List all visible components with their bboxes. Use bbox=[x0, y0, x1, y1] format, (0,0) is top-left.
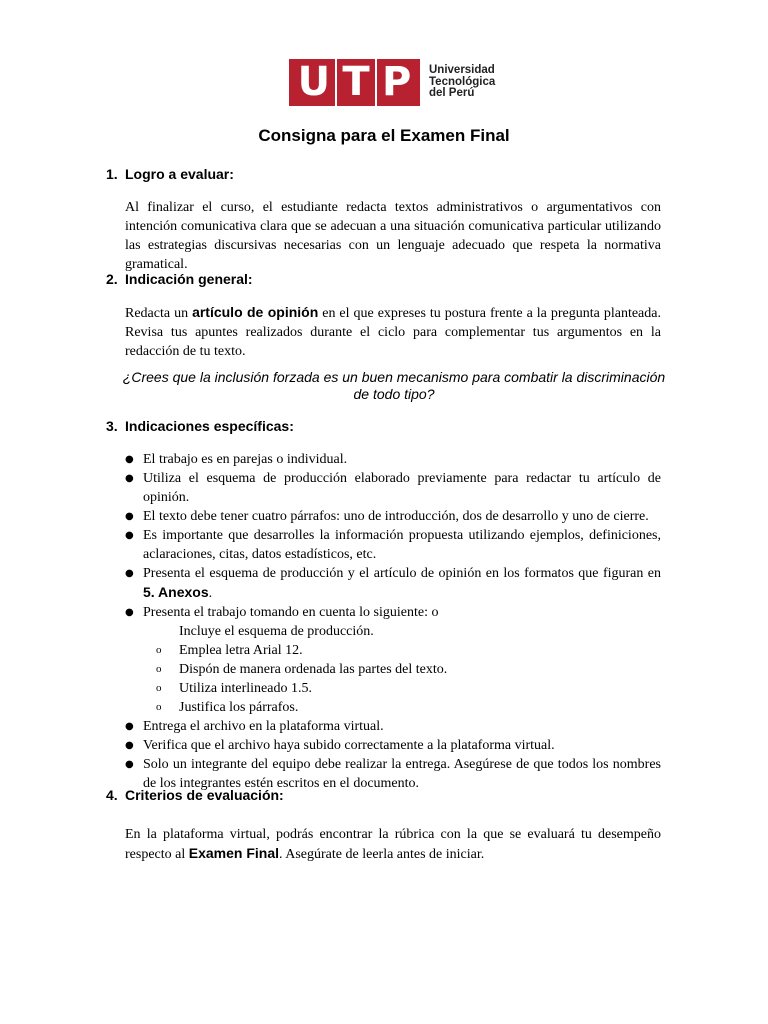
logo-letter-u: U bbox=[297, 59, 331, 105]
logo-letter-t: T bbox=[342, 59, 370, 105]
bullet-icon: ● bbox=[125, 454, 134, 465]
list-item-text: Verifica que el archivo haya subido correctamente a la plataforma virtual. bbox=[143, 738, 555, 753]
section-title: Logro a evaluar: bbox=[125, 166, 234, 182]
list-item-text: Entrega el archivo en la plataforma virtual. bbox=[143, 719, 384, 734]
text-run: en el que expreses tu postura frente a la pregunta planteada. Revisa tus apuntes realizados durante el ciclo para complementar tus argumentos en la redacción de tu texto. bbox=[125, 306, 661, 359]
section-title: Indicaciones específicas: bbox=[125, 418, 294, 434]
section-3-heading bbox=[106, 418, 294, 434]
sub-bullet-icon: o bbox=[156, 644, 162, 656]
section-title: Criterios de evaluación: bbox=[125, 787, 284, 803]
list-item bbox=[125, 603, 661, 622]
list-item-text: Presenta el esquema de producción y el artículo de opinión en los formatos que figuran en bbox=[143, 566, 661, 581]
bullet-icon: ● bbox=[125, 721, 134, 732]
text-bold: 5. Anexos bbox=[143, 584, 209, 600]
list-item-text: . bbox=[208, 586, 213, 601]
logo-name-line: del Perú bbox=[429, 87, 475, 100]
logo-name-line: Tecnológica bbox=[429, 75, 496, 88]
bullet-icon: ● bbox=[125, 740, 134, 751]
list-item-text: El texto debe tener cuatro párrafos: uno de introducción, dos de desarrollo y uno de cierre. bbox=[143, 509, 649, 524]
list-item-text: Justifica los párrafos. bbox=[179, 700, 299, 715]
section-2-heading bbox=[106, 271, 253, 287]
bullet-icon: ● bbox=[125, 473, 134, 484]
list-item-text: Dispón de manera ordenada las partes del texto. bbox=[179, 662, 448, 677]
list-item-text: Es importante que desarrolles la información propuesta utilizando ejemplos, definiciones, aclaraciones, citas, datos estadísticos, etc. bbox=[143, 528, 661, 562]
instructions-list bbox=[125, 450, 661, 793]
section-4-heading bbox=[106, 787, 284, 803]
section-4-text bbox=[125, 825, 661, 864]
text-bold: Examen Final bbox=[188, 845, 280, 861]
list-item bbox=[125, 717, 661, 736]
logo-university-name bbox=[429, 65, 495, 100]
sub-bullet-icon: o bbox=[156, 701, 162, 713]
logo-divider bbox=[375, 59, 377, 106]
section-title: Indicación general: bbox=[125, 271, 253, 287]
text-run: En la plataforma virtual, podrás encontrar la rúbrica con la que se evaluará tu desempeño respecto al bbox=[125, 827, 661, 862]
bullet-icon: ● bbox=[125, 568, 134, 579]
list-item bbox=[125, 526, 661, 564]
section-number: 4. bbox=[106, 787, 118, 803]
list-item-text: Utiliza interlineado 1.5. bbox=[179, 681, 312, 696]
sub-bullet-icon: o bbox=[156, 663, 162, 675]
section-number: 2. bbox=[106, 271, 118, 287]
bullet-icon: ● bbox=[125, 530, 134, 541]
section-1-heading bbox=[106, 166, 234, 182]
list-item-text: Utiliza el esquema de producción elaborado previamente para redactar tu artículo de opinión. bbox=[143, 471, 661, 505]
sub-list-item bbox=[125, 698, 661, 717]
logo-name-line: Universidad bbox=[429, 64, 495, 77]
list-item-text: Emplea letra Arial 12. bbox=[179, 643, 303, 658]
bullet-icon: ● bbox=[125, 607, 134, 618]
bullet-icon: ● bbox=[125, 759, 134, 770]
list-item bbox=[125, 736, 661, 755]
guiding-question: ¿Crees que la inclusión forzada es un buen mecanismo para combatir la discriminación de todo tipo? bbox=[122, 369, 666, 402]
section-2-text bbox=[125, 303, 661, 361]
list-item bbox=[125, 469, 661, 507]
document-title: Consigna para el Examen Final bbox=[258, 126, 510, 145]
list-item-text: Incluye el esquema de producción. bbox=[179, 624, 374, 639]
section-number: 1. bbox=[106, 166, 118, 182]
sub-list-item bbox=[125, 641, 661, 660]
text-run: . Asegúrate de leerla antes de iniciar. bbox=[279, 847, 485, 862]
list-item bbox=[125, 507, 661, 526]
sub-list-item bbox=[125, 660, 661, 679]
section-number: 3. bbox=[106, 418, 118, 434]
text-run: Redacta un bbox=[125, 306, 193, 321]
section-1-text: Al finalizar el curso, el estudiante redacta textos administrativos o argumentativos con intención comunicativa clara que se adecuan a una situación comunicativa particular utilizando las estrategias discursivas necesarias con un lenguaje adecuado que respeta la normativa gramatical. bbox=[125, 200, 661, 272]
sub-list-item bbox=[125, 679, 661, 698]
logo-letter-p: P bbox=[382, 59, 412, 105]
utp-logo bbox=[289, 59, 495, 106]
list-item-text: Solo un integrante del equipo debe realizar la entrega. Asegúrese de que todos los nombres de los integrantes estén escritos en el documento. bbox=[143, 757, 661, 791]
list-item bbox=[125, 564, 661, 603]
sub-bullet-icon: o bbox=[156, 682, 162, 694]
list-item-text: Presenta el trabajo tomando en cuenta lo siguiente: o bbox=[143, 605, 439, 620]
logo-divider bbox=[335, 59, 337, 106]
sub-list-item bbox=[125, 622, 661, 641]
logo-mark bbox=[289, 59, 420, 106]
list-item bbox=[125, 450, 661, 469]
text-bold: artículo de opinión bbox=[192, 304, 319, 320]
list-item-text: El trabajo es en parejas o individual. bbox=[143, 452, 348, 467]
bullet-icon: ● bbox=[125, 511, 134, 522]
